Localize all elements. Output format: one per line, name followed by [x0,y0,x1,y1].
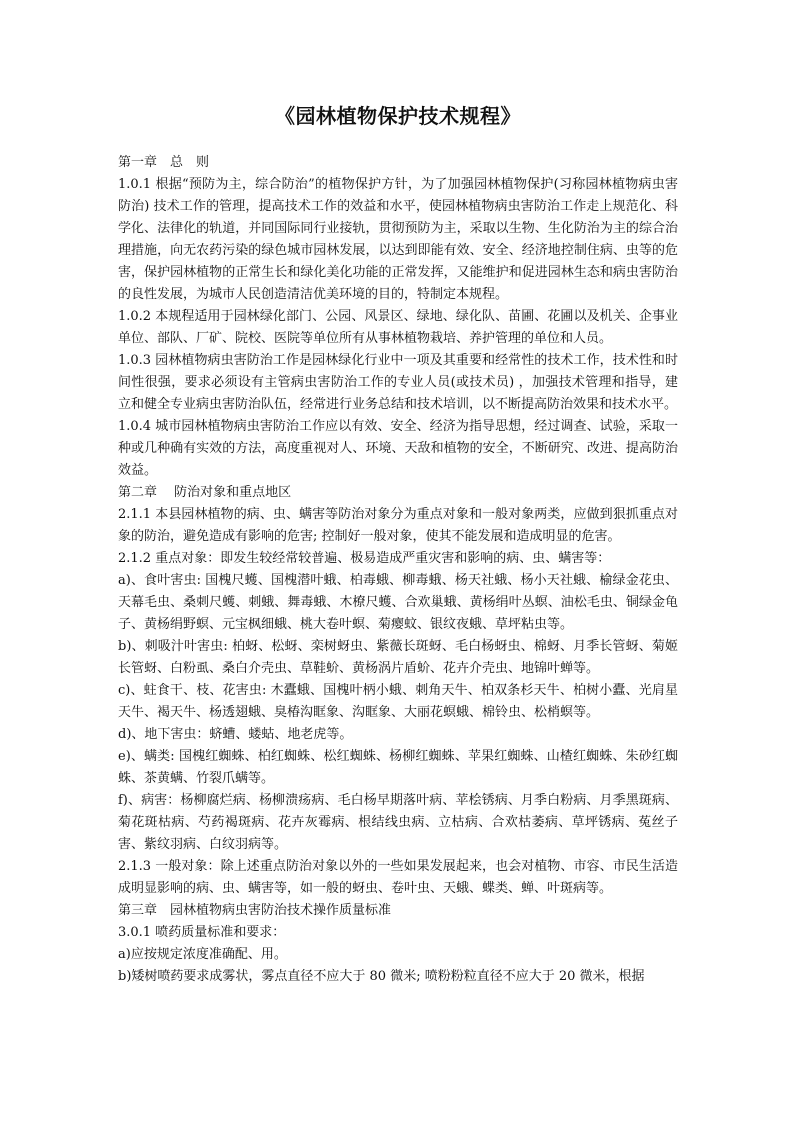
paragraph: a)、食叶害虫: 国槐尺蠖、国槐潜叶蛾、柏毒蛾、柳毒蛾、杨天社蛾、杨小天社蛾、榆绿金花虫、天幕毛虫、桑刺尺蠖、刺蛾、舞毒蛾、木橑尺蠖、合欢巢蛾、黄杨绢叶丛螟、油松毛虫、铜绿金龟子、黄杨绢野螟、元宝枫细蛾、桃大卷叶螟、菊瘿蚊、银纹夜蛾、草坪粘虫等。 [118,573,678,632]
paragraph: e)、螨类: 国槐红蜘蛛、柏红蜘蛛、松红蜘蛛、杨柳红蜘蛛、苹果红蜘蛛、山楂红蜘蛛、朱砂红蜘蛛、茶黄螨、竹裂爪螨等。 [118,749,678,786]
paragraph: 1.0.4 城市园林植物病虫害防治工作应以有效、安全、经济为指导思想，经过调查、试验，采取一种或几种确有实效的方法，高度重视对人、环境、天敌和植物的安全，不断研究、改进、提高防治效益。 [118,419,678,478]
paragraph: 1.0.1 根据“预防为主，综合防治”的植物保护方针，为了加强园林植物保护(习称园林植物病虫害防治) 技术工作的管理，提高技术工作的效益和水平，使园林植物病虫害防治工作走上规范化、科学化、法律化的轨道，并同国际同行业接轨，贯彻预防为主，采取以生物、生化防治为主的综合治理措施，向无农药污染的绿色城市园林发展，以达到即能有效、安全、经济地控制住病、虫等的危害，保护园林植物的正常生长和绿化美化功能的正常发挥，又能维护和促进园林生态和病虫害防治的良性发展，为城市人民创造清洁优美环境的目的，特制定本规程。 [118,177,678,302]
chapter-heading: 第二章 防治对象和重点地区 [118,485,292,500]
paragraph: 1.0.2 本规程适用于园林绿化部门、公园、风景区、绿地、绿化队、苗圃、花圃以及机关、企事业单位、部队、厂矿、院校、医院等单位所有从事林植物栽培、养护管理的单位和人员。 [118,309,678,346]
paragraph: 1.0.3 园林植物病虫害防治工作是园林绿化行业中一项及其重要和经常性的技术工作，技术性和时间性很强，要求必须设有主管病虫害防治工作的专业人员(或技术员) ，加强技术管理和指导，建立和健全专业病虫害防治队伍，经常进行业务总结和技术培训，以不断提高防治效果和技术水平。 [118,353,678,412]
paragraph: f)、病害：杨柳腐烂病、杨柳溃疡病、毛白杨早期落叶病、苹桧锈病、月季白粉病、月季黑斑病、菊花斑枯病、芍药褐斑病、花卉灰霉病、根结线虫病、立枯病、合欢枯萎病、草坪锈病、菟丝子害、紫纹羽病、白纹羽病等。 [118,793,678,852]
document-page [118,0,678,988]
paragraph: d)、地下害虫：蛴螬、蝼蛄、地老虎等。 [118,727,353,742]
paragraph: c)、蛀食干、枝、花害虫: 木蠹蛾、国槐叶柄小蛾、刺角天牛、柏双条杉天牛、柏树小蠹、光肩星天牛、褐天牛、杨透翅蛾、臭椿沟眶象、沟眶象、大丽花螟蛾、棉铃虫、松梢螟等。 [118,683,678,720]
paragraph: 2.1.3 一般对象：除上述重点防治对象以外的一些如果发展起来，也会对植物、市容、市民生活造成明显影响的病、虫、螨害等，如一般的蚜虫、卷叶虫、天蛾、蝶类、蝉、叶斑病等。 [118,859,678,896]
chapter-heading: 第一章 总 则 [118,155,210,170]
chapter-heading: 第三章 园林植物病虫害防治技术操作质量标准 [118,903,392,918]
document-title: 《园林植物保护技术规程》 [275,104,521,128]
paragraph: b)矮树喷药要求成雾状，雾点直径不应大于 80 微米; 喷粉粉粒直径不应大于 20 微米，根据 [118,969,645,984]
paragraph: 2.1.2 重点对象：即发生较经常较普遍、极易造成严重灾害和影响的病、虫、螨害等： [118,551,611,566]
paragraph: a)应按规定浓度准确配、用。 [118,947,287,962]
paragraph: b)、刺吸汁叶害虫: 柏蚜、松蚜、栾树蚜虫、紫薇长斑蚜、毛白杨蚜虫、棉蚜、月季长管蚜、菊姬长管蚜、白粉虱、桑白介壳虫、草鞋蚧、黄杨涡片盾蚧、花卉介壳虫、地锦叶蝉等。 [118,639,678,676]
paragraph: 2.1.1 本县园林植物的病、虫、螨害等防治对象分为重点对象和一般对象两类，应做到狠抓重点对象的防治，避免造成有影响的危害; 控制好一般对象，使其不能发展和造成明显的危害。 [118,507,678,544]
document-body [118,152,678,988]
paragraph: 3.0.1 喷药质量标准和要求： [118,925,286,940]
